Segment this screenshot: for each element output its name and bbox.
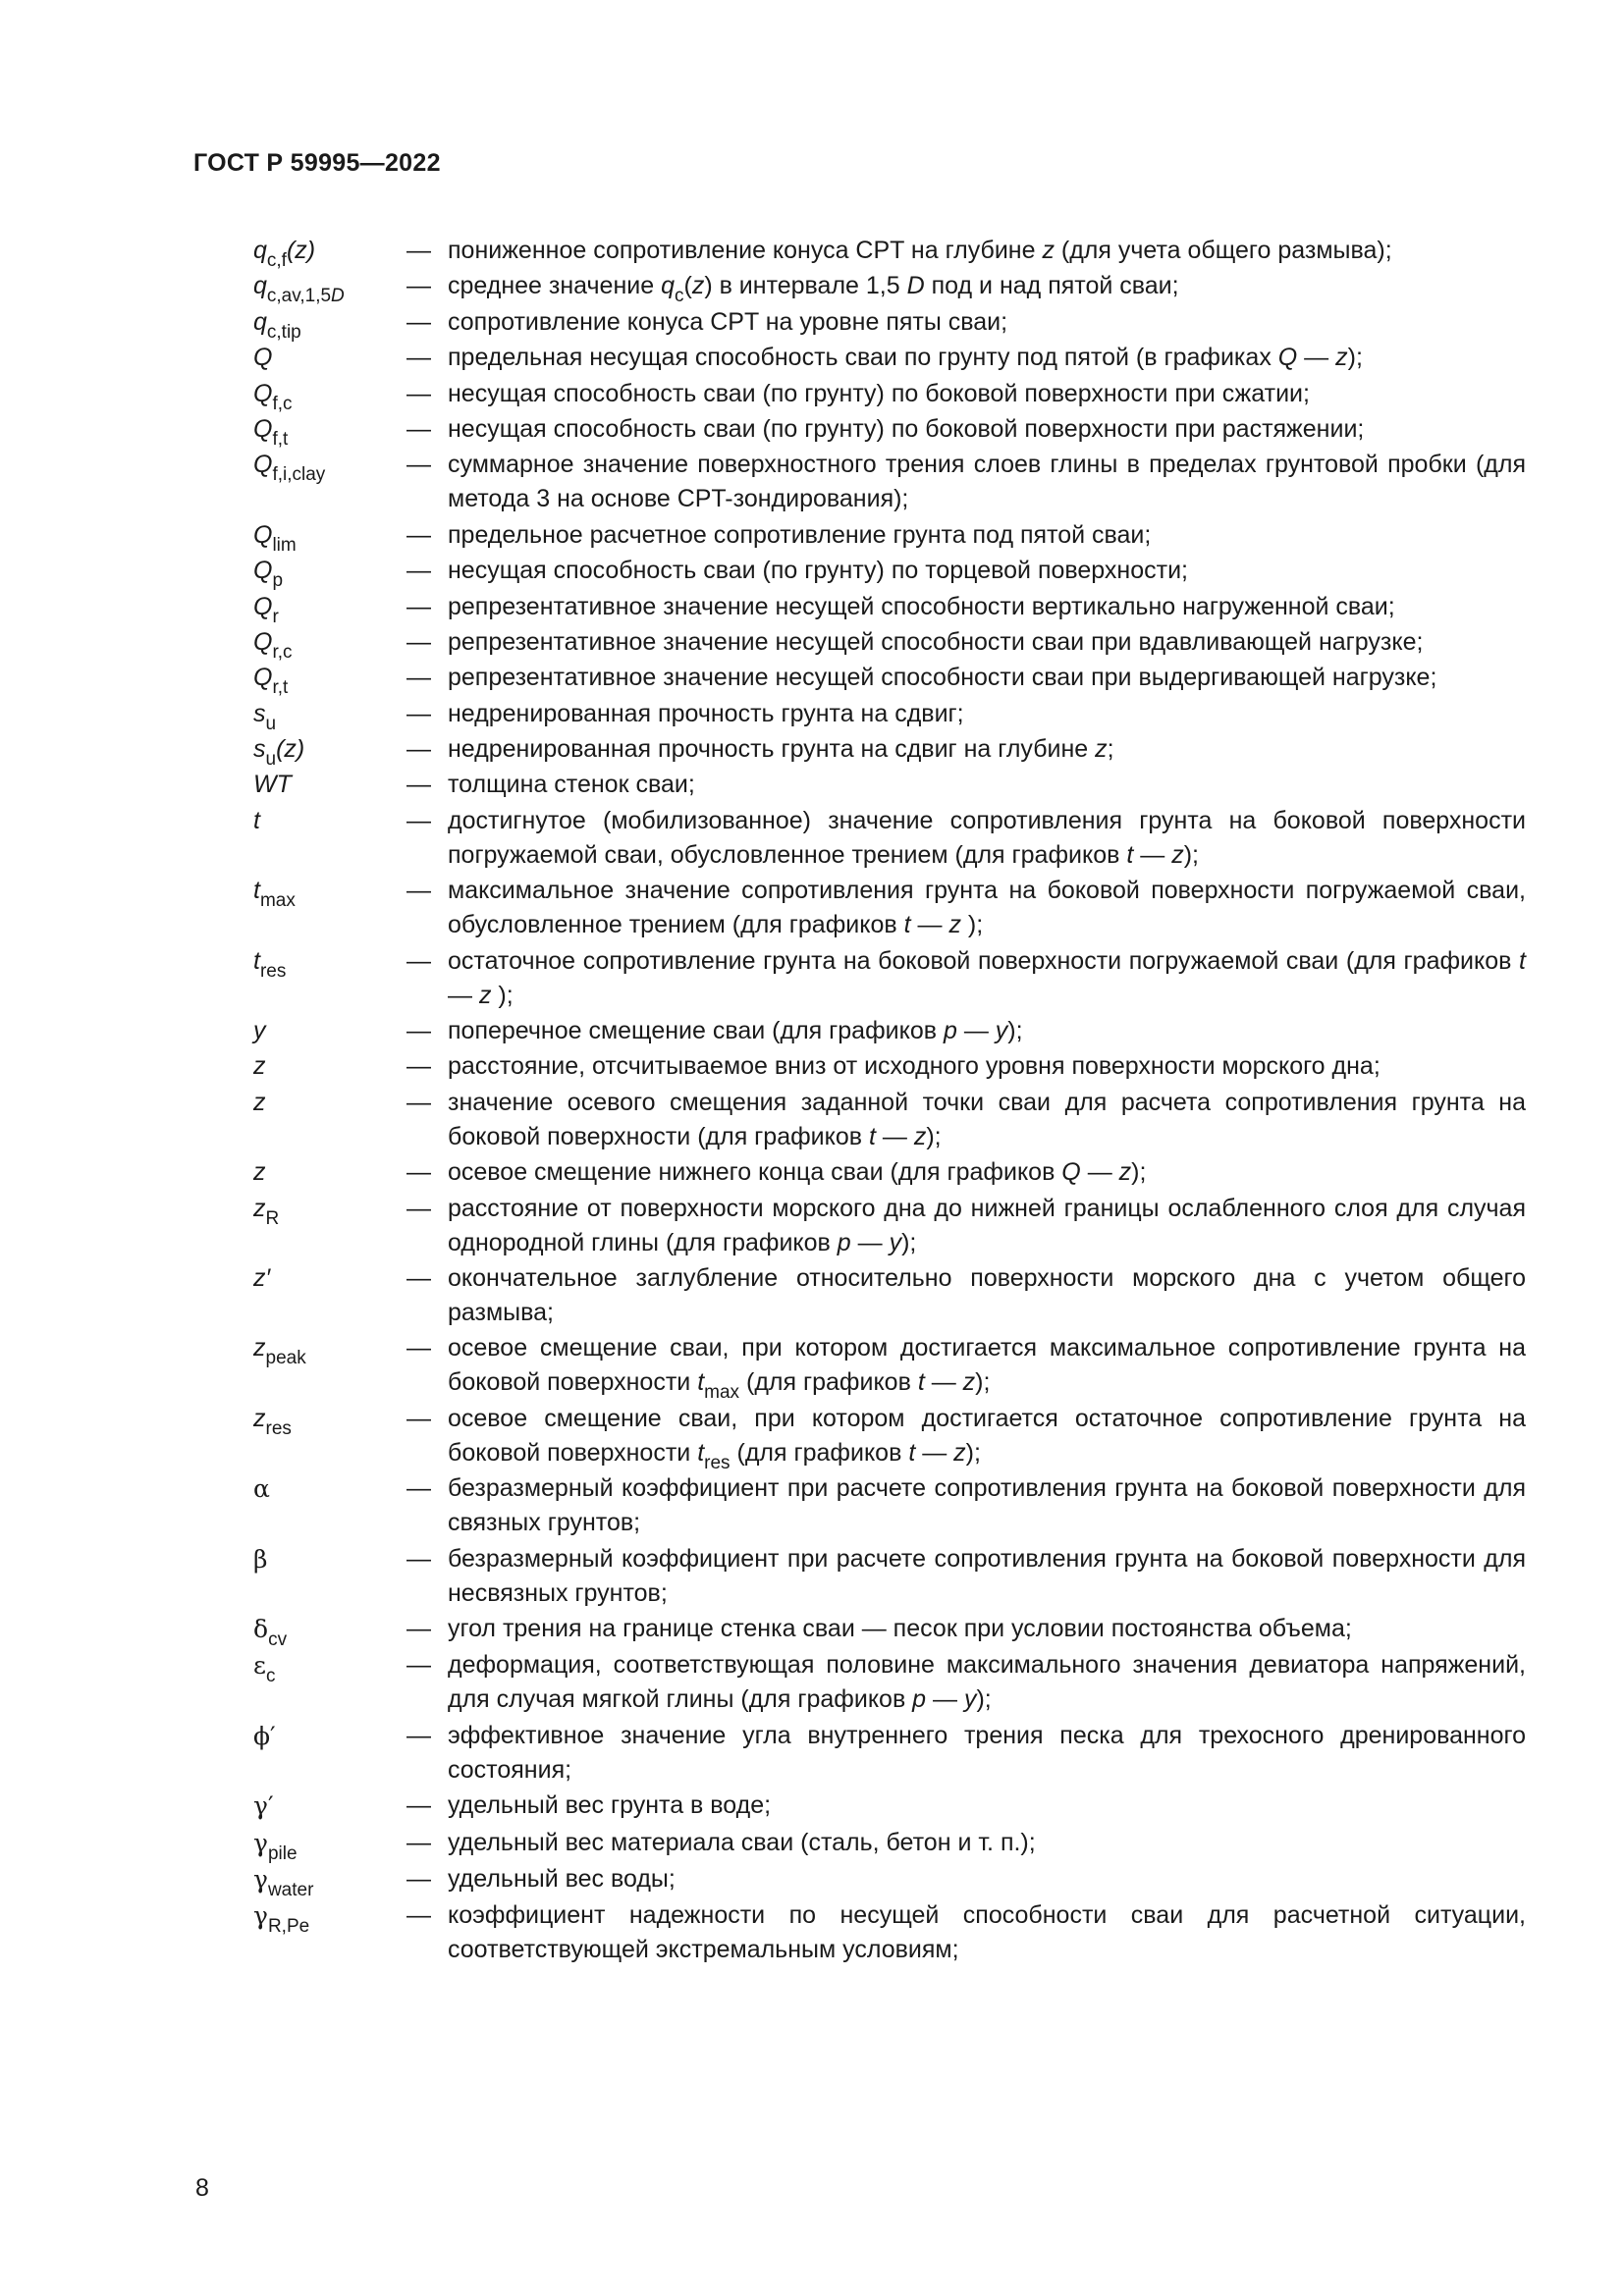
symbol: $s_u(z)$ (253, 735, 305, 771)
symbol: $Q_{r,c}$ (253, 627, 293, 663)
definition-text: окончательное заглубление относительно поверхности морского дна с учетом общего размыва; (448, 1263, 1526, 1326)
definition-row (253, 377, 1526, 414)
definition-row (253, 661, 1526, 699)
symbol: $\gamma_{water}$ (253, 1864, 314, 1900)
dash: — (406, 272, 431, 300)
definition-text: максимальное значение сопротивления грунта на боковой поверхности погружаемой сваи, обусловленное трением (для графиков t — z ); (448, 877, 1526, 939)
dash: — (406, 877, 431, 905)
definition-row (253, 1155, 1526, 1190)
symbols-list (253, 234, 1526, 1969)
definition-row (253, 874, 1526, 942)
dash: — (406, 344, 431, 372)
symbol: $Q_{f,c}$ (253, 379, 293, 414)
symbol: $\delta_{cv}$ (253, 1614, 288, 1650)
definition-row (253, 448, 1526, 516)
definition-text: достигнутое (мобилизованное) значение сопротивления грунта на боковой поверхности погружаемой сваи, обусловленное трением (для графиков t — z); (448, 806, 1526, 869)
definition-text: предельная несущая способность сваи по грунту под пятой (в графиках Q — z); (448, 344, 1363, 372)
symbol: $Q_{f,i,clay}$ (253, 451, 326, 486)
definition-text: поперечное смещение сваи (для графиков p — y); (448, 1017, 1023, 1045)
definition-text: репрезентативное значение несущей способности сваи при вдавливающей нагрузке; (448, 627, 1424, 656)
definition-row (253, 625, 1526, 663)
dash: — (406, 451, 431, 479)
dash: — (406, 1828, 431, 1856)
dash: — (406, 699, 431, 727)
dash: — (406, 592, 431, 620)
symbol: ϕ′ (253, 1721, 276, 1750)
definition-row (253, 1261, 1526, 1330)
definition-text: безразмерный коэффициент при расчете сопротивления грунта на боковой поверхности для связных грунтов; (448, 1474, 1526, 1537)
dash: — (406, 1474, 431, 1503)
dash: — (406, 379, 431, 407)
definition-text: осевое смещение сваи, при котором достигается остаточное сопротивление грунта на боковой поверхности $t_{res}$ (для графиков t — z); (448, 1404, 1526, 1473)
document-header: ГОСТ Р 59995—2022 (193, 149, 441, 177)
definition-text: коэффициент надежности по несущей способности сваи для расчетной ситуации, соответствующей экстремальным условиям; (448, 1901, 1526, 1964)
definition-text: угол трения на границе стенка сваи — песок при условии постоянства объема; (448, 1614, 1352, 1642)
definition-text: расстояние, отсчитываемое вниз от исходного уровня поверхности морского дна; (448, 1052, 1380, 1081)
definition-row (253, 944, 1526, 1013)
symbol: z (253, 1088, 266, 1116)
symbol: WT (253, 771, 292, 799)
page-number: 8 (195, 2174, 209, 2202)
definition-text: пониженное сопротивление конуса CPT на глубине z (для учета общего размыва); (448, 237, 1392, 264)
definition-text: сопротивление конуса CPT на уровне пяты сваи; (448, 307, 1008, 336)
definition-row (253, 412, 1526, 450)
definition-text: удельный вес воды; (448, 1864, 676, 1893)
definition-row (253, 590, 1526, 627)
symbol: $t_{res}$ (253, 946, 287, 982)
definition-text: репрезентативное значение несущей способности вертикально нагруженной сваи; (448, 592, 1395, 620)
definition-text: деформация, соответствующая половине максимального значения девиатора напряжений, для случая мягкой глины (для графиков p — y); (448, 1651, 1526, 1714)
definition-row (253, 1862, 1526, 1900)
definition-row (253, 732, 1526, 771)
dash: — (406, 735, 431, 764)
symbol: $s_u$ (253, 699, 277, 734)
definition-text: суммарное значение поверхностного трения слоев глины в пределах грунтовой пробки (для метода 3 на основе CPT-зондирования); (448, 451, 1526, 513)
definition-row (253, 1898, 1526, 1967)
dash: — (406, 1721, 431, 1749)
definition-text: несущая способность сваи (по грунту) по боковой поверхности при растяжении; (448, 414, 1365, 443)
definition-row (253, 341, 1526, 375)
dash: — (406, 771, 431, 799)
definition-row (253, 1049, 1526, 1084)
symbol: γ′ (253, 1791, 274, 1821)
definition-text: предельное расчетное сопротивление грунта под пятой сваи; (448, 520, 1152, 549)
definition-text: удельный вес грунта в воде; (448, 1791, 772, 1820)
symbol: $q_{c,tip}$ (253, 307, 301, 343)
dash: — (406, 414, 431, 443)
definition-row (253, 1789, 1526, 1824)
symbol: $q_{c,f}(z)$ (253, 237, 316, 271)
dash: — (406, 1334, 431, 1362)
symbol: Q (253, 344, 273, 372)
definition-text: недренированная прочность грунта на сдвиг; (448, 699, 964, 727)
symbol: $Q_{r,t}$ (253, 664, 289, 699)
symbol: $\gamma_{pile}$ (253, 1828, 298, 1864)
symbol: y (253, 1017, 266, 1045)
definition-text: среднее значение $q_c(z)$ в интервале 1,5 D под и над пятой сваи; (448, 272, 1179, 307)
dash: — (406, 1864, 431, 1893)
dash: — (406, 557, 431, 585)
dash: — (406, 237, 431, 264)
symbol: $z_{res}$ (253, 1404, 292, 1439)
definition-row (253, 554, 1526, 592)
definition-text: осевое смещение сваи, при котором достигается максимальное сопротивление грунта на боковой поверхности $t_{max}$ (для графиков t — z); (448, 1334, 1526, 1404)
symbol: α (253, 1474, 270, 1504)
symbol: z (253, 1158, 266, 1187)
definition-text: толщина стенок сваи; (448, 771, 695, 799)
dash: — (406, 1614, 431, 1642)
symbol: t (253, 806, 260, 834)
dash: — (406, 1791, 431, 1820)
definition-row (253, 768, 1526, 802)
dash: — (406, 627, 431, 656)
dash: — (406, 307, 431, 336)
definition-row (253, 1826, 1526, 1864)
definition-row (253, 518, 1526, 556)
definition-row (253, 1014, 1526, 1048)
dash: — (406, 1088, 431, 1116)
dash: — (406, 1901, 431, 1930)
definition-row (253, 697, 1526, 734)
definition-text: несущая способность сваи (по грунту) по боковой поверхности при сжатии; (448, 379, 1310, 407)
symbol: $Q_{f,t}$ (253, 414, 289, 450)
definition-row (253, 234, 1526, 271)
definition-text: осевое смещение нижнего конца сваи (для графиков Q — z); (448, 1158, 1147, 1187)
symbol: $Q_{lim}$ (253, 520, 297, 556)
symbol: $\gamma_{R,Pe}$ (253, 1901, 310, 1938)
definition-row (253, 1719, 1526, 1788)
dash: — (406, 1263, 431, 1292)
symbol: z′ (253, 1263, 271, 1292)
definition-row (253, 269, 1526, 307)
dash: — (406, 1052, 431, 1081)
symbol: z (253, 1052, 266, 1081)
definition-row (253, 305, 1526, 343)
dash: — (406, 1651, 431, 1680)
definition-text: значение осевого смещения заданной точки сваи для расчета сопротивления грунта на боковой поверхности (для графиков t — z); (448, 1088, 1526, 1150)
dash: — (406, 520, 431, 549)
symbol: $Q_r$ (253, 592, 279, 627)
symbol: $\varepsilon_c$ (253, 1651, 276, 1687)
definition-row (253, 1648, 1526, 1717)
definition-text: удельный вес материала сваи (сталь, бетон и т. п.); (448, 1828, 1036, 1856)
definition-text: безразмерный коэффициент при расчете сопротивления грунта на боковой поверхности для несвязных грунтов; (448, 1544, 1526, 1607)
definition-row (253, 1471, 1526, 1540)
definition-text: эффективное значение угла внутреннего трения песка для трехосного дренированного состояния; (448, 1721, 1526, 1784)
definition-text: несущая способность сваи (по грунту) по торцевой поверхности; (448, 557, 1188, 585)
symbol: $t_{max}$ (253, 877, 296, 912)
symbol: $q_{c,av,1,5D}$ (253, 272, 345, 307)
dash: — (406, 806, 431, 834)
dash: — (406, 946, 431, 975)
symbol: $z_{peak}$ (253, 1334, 306, 1369)
definition-text: репрезентативное значение несущей способности сваи при выдергивающей нагрузке; (448, 664, 1437, 692)
dash: — (406, 1544, 431, 1573)
definition-text: недренированная прочность грунта на сдвиг на глубине z; (448, 735, 1114, 764)
dash: — (406, 1194, 431, 1222)
symbol: $Q_p$ (253, 557, 284, 592)
definition-row (253, 1331, 1526, 1404)
dash: — (406, 1158, 431, 1187)
dash: — (406, 664, 431, 692)
definition-row (253, 804, 1526, 873)
symbol: β (253, 1544, 268, 1574)
definition-text: остаточное сопротивление грунта на боковой поверхности погружаемой сваи (для графиков t — z ); (448, 946, 1526, 1009)
symbol: $z_R$ (253, 1194, 280, 1229)
definition-row (253, 1402, 1526, 1473)
definition-row (253, 1612, 1526, 1650)
dash: — (406, 1017, 431, 1045)
definition-row (253, 1542, 1526, 1611)
definition-text: расстояние от поверхности морского дна до нижней границы ослабленного слоя для случая однородной глины (для графиков p — y); (448, 1194, 1526, 1256)
definition-row (253, 1192, 1526, 1260)
dash: — (406, 1404, 431, 1432)
definition-row (253, 1086, 1526, 1154)
